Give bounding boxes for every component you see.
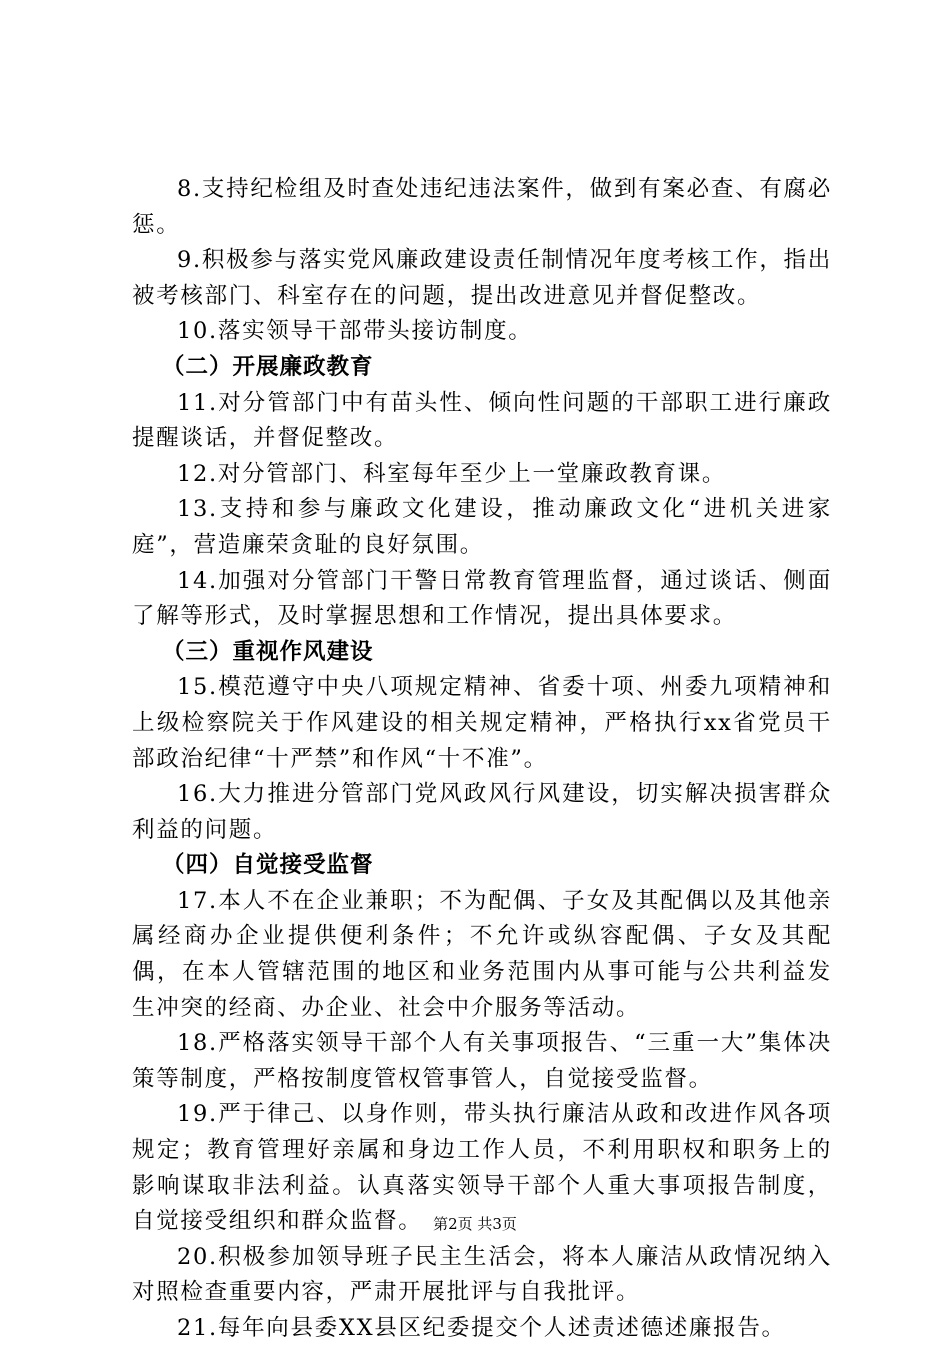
paragraph: 12.对分管部门、科室每年至少上一堂廉政教育课。 [177,460,727,487]
section-heading: （四）自觉接受监督 [162,852,374,879]
paragraph: 20.积极参加领导班子民主生活会，将本人廉洁从政情况纳入对照检查重要内容，严肃开展批评与自我批评。 [132,1243,832,1306]
paragraph: 15.模范遵守中央八项规定精神、省委十项、州委九项精神和上级检察院关于作风建设的相关规定精神，严格执行xx省党员干部政治纪律“十严禁”和作风“十不准”。 [132,674,832,772]
document-body [132,172,832,1347]
section-heading: （三）重视作风建设 [162,638,374,665]
paragraph: 8.支持纪检组及时查处违纪违法案件，做到有案必查、有腐必惩。 [132,176,832,238]
paragraph: 9.积极参与落实党风廉政建设责任制情况年度考核工作，指出被考核部门、科室存在的问题，提出改进意见并督促整改。 [132,247,832,309]
paragraph: 16.大力推进分管部门党风政风行风建设，切实解决损害群众利益的问题。 [132,781,832,843]
paragraph: 14.加强对分管部门干警日常教育管理监督，通过谈话、侧面了解等形式，及时掌握思想和工作情况，提出具体要求。 [132,567,832,630]
paragraph: 21.每年向县委XX县区纪委提交个人述责述德述廉报告。 [177,1315,786,1341]
paragraph: 13.支持和参与廉政文化建设，推动廉政文化“进机关进家庭”，营造廉荣贪耻的良好氛围。 [132,496,832,558]
paragraph: 17.本人不在企业兼职；不为配偶、子女及其配偶以及其他亲属经商办企业提供便利条件；不允许或纵容配偶、子女及其配偶，在本人管辖范围的地区和业务范围内从事可能与公共利益发生冲突的经商、办企业、社会中介服务等活动。 [132,887,832,1021]
page-footer: 第2页 共3页 [433,1215,517,1233]
paragraph: 11.对分管部门中有苗头性、倾向性问题的干部职工进行廉政提醒谈话，并督促整改。 [132,389,832,452]
paragraph: 18.严格落实领导干部个人有关事项报告、“三重一大”集体决策等制度，严格按制度管权管事管人，自觉接受监督。 [132,1030,832,1092]
paragraph: 19.严于律己、以身作则，带头执行廉洁从政和改进作风各项规定；教育管理好亲属和身边工作人员，不利用职权和职务上的影响谋取非法利益。认真落实领导干部个人重大事项报告制度，自觉接受组织和群众监督。 [132,1101,832,1235]
section-heading: （二）开展廉政教育 [162,353,374,380]
paragraph: 10.落实领导干部带头接访制度。 [177,318,533,345]
